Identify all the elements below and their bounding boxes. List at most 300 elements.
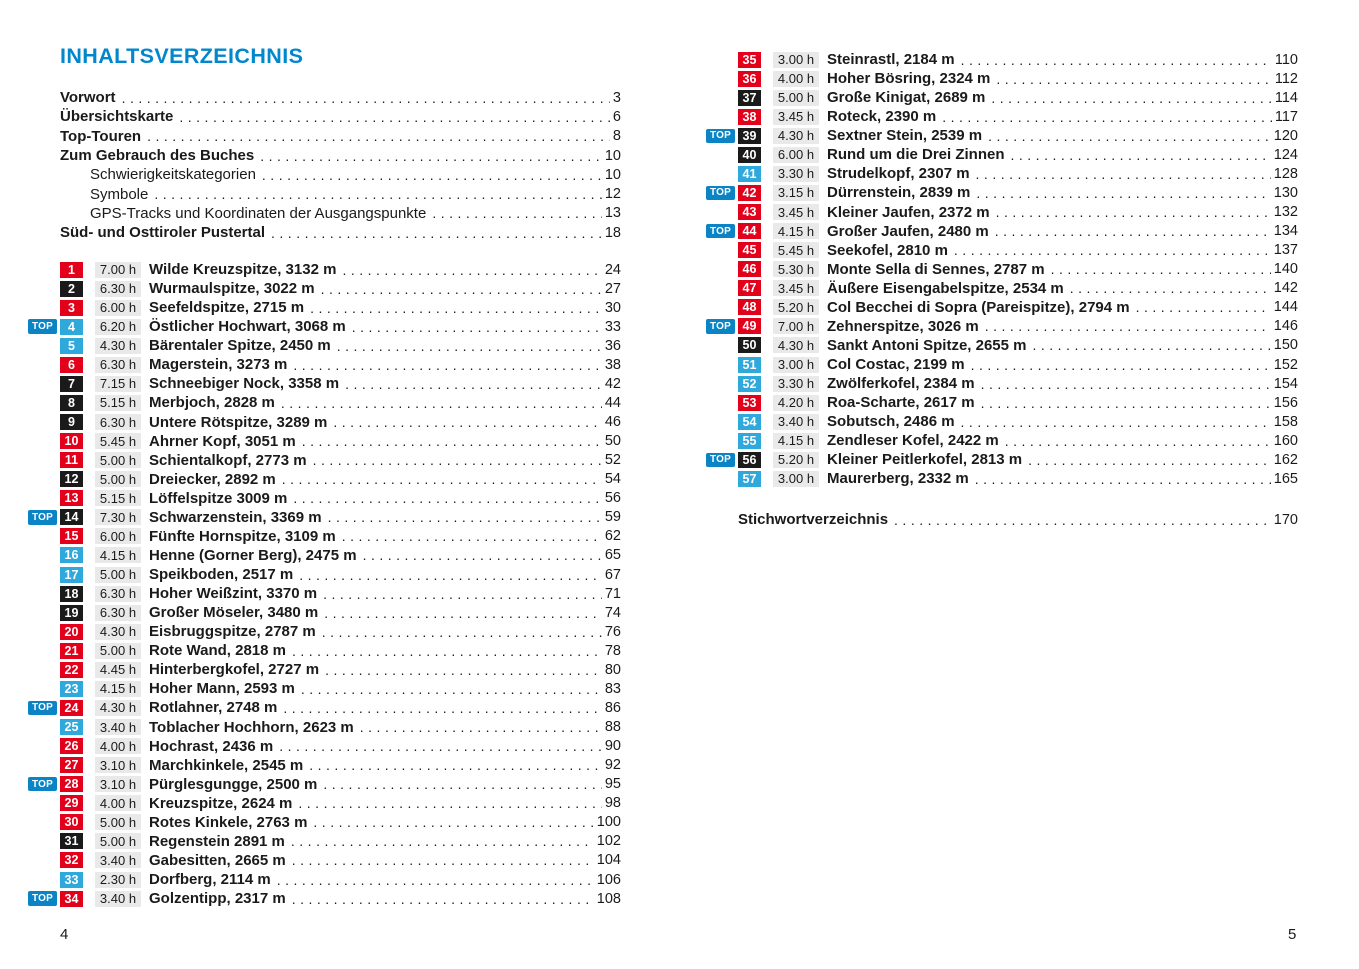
tour-page-number: 42 <box>604 375 621 392</box>
dot-leader <box>325 662 602 678</box>
tour-name: Henne (Gorner Berg), 2475 m <box>149 546 357 564</box>
dot-leader <box>291 833 594 849</box>
front-matter-page-number: 8 <box>612 128 621 145</box>
tour-name: Schneebiger Nock, 3358 m <box>149 375 340 393</box>
tour-duration: 5.00 h <box>95 567 141 583</box>
tour-name: Zwölferkofel, 2384 m <box>827 375 975 393</box>
tour-name: Äußere Eisengabelspitze, 2534 m <box>827 279 1064 297</box>
dot-leader <box>1005 433 1271 449</box>
tour-number-badge: 50 <box>738 337 761 353</box>
tour-duration: 3.00 h <box>773 471 819 487</box>
tour-duration: 6.30 h <box>95 357 141 373</box>
tour-number-badge: 52 <box>738 376 761 392</box>
tour-name: Seefeldspitze, 2715 m <box>149 299 305 317</box>
front-matter-row <box>60 127 621 146</box>
tour-name: Kleiner Peitlerkofel, 2813 m <box>827 451 1023 469</box>
dot-leader <box>1136 299 1271 315</box>
tour-page-number: 88 <box>604 719 621 736</box>
dot-leader <box>991 90 1271 106</box>
top-badge-slot <box>706 186 738 201</box>
tour-duration: 5.00 h <box>95 643 141 659</box>
tour-duration: 7.15 h <box>95 376 141 392</box>
tour-page-number: 152 <box>1273 356 1298 373</box>
tour-page-number: 117 <box>1274 108 1298 125</box>
dot-leader <box>309 757 602 773</box>
top-badge-slot <box>28 891 60 906</box>
tour-page-number: 162 <box>1273 451 1298 468</box>
tour-page-number: 56 <box>604 490 621 507</box>
tour-number-badge: 11 <box>60 452 83 468</box>
tour-duration: 3.15 h <box>773 185 819 201</box>
tour-name: Rote Wand, 2818 m <box>149 642 286 660</box>
tour-page-number: 112 <box>1274 70 1298 87</box>
top-badge: TOP <box>28 891 57 906</box>
dot-leader <box>363 547 602 563</box>
tour-page-number: 50 <box>604 433 621 450</box>
dot-leader <box>301 681 602 697</box>
tour-duration: 4.30 h <box>95 624 141 640</box>
tour-name: Pürglesgungge, 2500 m <box>149 775 318 793</box>
dot-leader <box>961 52 1272 68</box>
tour-number-badge: 12 <box>60 471 83 487</box>
tour-name: Golzentipp, 2317 m <box>149 890 286 908</box>
tour-name: Dürrenstein, 2839 m <box>827 184 971 202</box>
front-matter-label: Zum Gebrauch des Buches <box>60 147 255 165</box>
tour-page-number: 102 <box>596 833 621 850</box>
tour-page-number: 104 <box>596 852 621 869</box>
tour-name: Steinrastl, 2184 m <box>827 51 955 69</box>
tour-number-badge: 41 <box>738 166 761 182</box>
front-matter-page-number: 6 <box>612 108 621 125</box>
dot-leader <box>975 471 1271 487</box>
tour-name: Marchkinkele, 2545 m <box>149 756 304 774</box>
tour-page-number: 95 <box>604 776 621 793</box>
front-matter-label: Süd- und Osttiroler Pustertal <box>60 224 266 242</box>
tour-page-number: 36 <box>604 337 621 354</box>
tour-row <box>706 183 1298 202</box>
dot-leader <box>954 242 1271 258</box>
tour-page-number: 27 <box>604 280 621 297</box>
top-badge: TOP <box>706 224 735 239</box>
tour-row <box>28 336 621 355</box>
tour-duration: 6.30 h <box>95 281 141 297</box>
tour-page-number: 100 <box>596 814 621 831</box>
tour-page-number: 137 <box>1273 242 1298 259</box>
tour-number-badge: 38 <box>738 109 761 125</box>
tour-number-badge: 14 <box>60 509 83 525</box>
tour-name: Toblacher Hochhorn, 2623 m <box>149 718 354 736</box>
tour-row <box>28 679 621 698</box>
dot-leader <box>323 586 602 602</box>
top-badge: TOP <box>706 129 735 144</box>
tour-row <box>706 107 1298 126</box>
tour-row <box>28 718 621 737</box>
top-badge-slot <box>706 319 738 334</box>
tour-row <box>706 412 1298 431</box>
dot-leader <box>432 205 602 221</box>
tour-name: Dreiecker, 2892 m <box>149 470 276 488</box>
tour-page-number: 78 <box>604 642 621 659</box>
tour-row <box>28 260 621 279</box>
tour-number-badge: 24 <box>60 700 83 716</box>
dot-leader <box>321 281 602 297</box>
tour-page-number: 71 <box>604 585 621 602</box>
tour-name: Östlicher Hochwart, 3068 m <box>149 318 346 336</box>
tour-row <box>28 565 621 584</box>
top-badge: TOP <box>706 319 735 334</box>
tour-number-badge: 1 <box>60 262 83 278</box>
dot-leader <box>179 109 610 125</box>
tour-page-number: 142 <box>1273 280 1298 297</box>
tour-row <box>28 775 621 794</box>
front-matter-label: Schwierigkeitskategorien <box>90 166 256 184</box>
dot-leader <box>961 414 1271 430</box>
tour-row <box>706 317 1298 336</box>
tour-page-number: 120 <box>1273 127 1298 144</box>
dot-leader <box>942 109 1272 125</box>
tour-duration: 5.00 h <box>95 814 141 830</box>
tour-duration: 3.40 h <box>95 891 141 907</box>
tour-row <box>706 260 1298 279</box>
front-matter-page-number: 13 <box>604 205 621 222</box>
tour-page-number: 98 <box>604 795 621 812</box>
index-entry-page-number: 170 <box>1273 511 1298 528</box>
tour-name: Bärentaler Spitze, 2450 m <box>149 337 331 355</box>
tour-row <box>28 355 621 374</box>
index-entry-label: Stichwortverzeichnis <box>738 511 889 529</box>
tour-page-number: 33 <box>604 318 621 335</box>
tour-number-badge: 8 <box>60 395 83 411</box>
tour-number-badge: 31 <box>60 833 83 849</box>
tour-name: Sankt Antoni Spitze, 2655 m <box>827 336 1027 354</box>
top-badge-slot <box>28 510 60 525</box>
dot-leader <box>324 605 602 621</box>
tour-row <box>706 355 1298 374</box>
tour-name: Gabesitten, 2665 m <box>149 851 286 869</box>
tour-duration: 3.30 h <box>773 166 819 182</box>
tour-duration: 4.45 h <box>95 662 141 678</box>
tour-name: Kreuzspitze, 2624 m <box>149 794 293 812</box>
tour-name: Strudelkopf, 2307 m <box>827 165 970 183</box>
dot-leader <box>322 624 602 640</box>
tour-number-badge: 34 <box>60 891 83 907</box>
tour-row <box>28 756 621 775</box>
dot-leader <box>971 357 1271 373</box>
dot-leader <box>337 338 602 354</box>
tour-row <box>706 88 1298 107</box>
tour-duration: 6.30 h <box>95 414 141 430</box>
tour-page-number: 54 <box>604 471 621 488</box>
tour-duration: 5.15 h <box>95 490 141 506</box>
tour-name: Monte Sella di Sennes, 2787 m <box>827 260 1045 278</box>
tour-duration: 5.20 h <box>773 452 819 468</box>
tour-duration: 6.30 h <box>95 586 141 602</box>
front-matter-label: Vorwort <box>60 89 116 107</box>
tour-duration: 6.00 h <box>773 147 819 163</box>
dot-leader <box>302 433 602 449</box>
dot-leader <box>292 643 602 659</box>
tour-row <box>706 393 1298 412</box>
tour-number-badge: 56 <box>738 452 761 468</box>
tour-number-badge: 22 <box>60 662 83 678</box>
dot-leader <box>996 71 1271 87</box>
dot-leader <box>360 719 602 735</box>
tour-name: Seekofel, 2810 m <box>827 241 948 259</box>
tour-name: Wurmaulspitze, 3022 m <box>149 280 315 298</box>
front-matter-page-number: 10 <box>604 147 621 164</box>
tour-name: Fünfte Hornspitze, 3109 m <box>149 527 336 545</box>
tour-number-badge: 21 <box>60 643 83 659</box>
tour-number-badge: 49 <box>738 318 761 334</box>
tour-duration: 5.00 h <box>95 833 141 849</box>
tour-page-number: 110 <box>1274 51 1298 68</box>
tour-duration: 3.00 h <box>773 357 819 373</box>
tour-name: Rotes Kinkele, 2763 m <box>149 813 308 831</box>
front-matter-row <box>60 146 621 165</box>
dot-leader <box>988 128 1271 144</box>
dot-leader <box>1011 147 1271 163</box>
tour-page-number: 74 <box>604 604 621 621</box>
tour-duration: 4.15 h <box>95 547 141 563</box>
tour-duration: 3.30 h <box>773 376 819 392</box>
tour-duration: 2.30 h <box>95 872 141 888</box>
dot-leader <box>293 357 601 373</box>
top-badge-slot <box>706 453 738 468</box>
tour-row <box>706 279 1298 298</box>
tour-name: Regenstein 2891 m <box>149 832 285 850</box>
dot-leader <box>323 776 601 792</box>
tour-row <box>706 298 1298 317</box>
tour-name: Schientalkopf, 2773 m <box>149 451 307 469</box>
tour-name: Hinterbergkofel, 2727 m <box>149 661 320 679</box>
tour-number-badge: 43 <box>738 204 761 220</box>
tour-duration: 3.45 h <box>773 204 819 220</box>
tour-name: Zehnerspitze, 3026 m <box>827 317 979 335</box>
right-page-number: 5 <box>1288 926 1297 943</box>
tour-duration: 5.30 h <box>773 261 819 277</box>
tour-row <box>28 698 621 717</box>
tour-number-badge: 4 <box>60 319 83 335</box>
tour-duration: 4.30 h <box>773 337 819 353</box>
tour-number-badge: 20 <box>60 624 83 640</box>
tour-row <box>28 317 621 336</box>
dot-leader <box>352 319 602 335</box>
tour-duration: 5.45 h <box>95 433 141 449</box>
tour-row <box>706 241 1298 260</box>
front-matter-row <box>60 204 621 223</box>
tour-duration: 4.30 h <box>95 700 141 716</box>
tour-duration: 4.30 h <box>773 128 819 144</box>
tour-name: Col Costac, 2199 m <box>827 356 965 374</box>
tour-row <box>28 508 621 527</box>
tour-number-badge: 19 <box>60 605 83 621</box>
tour-name: Rund um die Drei Zinnen <box>827 146 1005 164</box>
tour-name: Magerstein, 3273 m <box>149 356 288 374</box>
tour-row <box>706 50 1298 69</box>
tour-page-number: 106 <box>596 871 621 888</box>
tour-page-number: 59 <box>604 509 621 526</box>
tour-duration: 5.00 h <box>773 90 819 106</box>
tour-row <box>28 870 621 889</box>
tour-row <box>28 489 621 508</box>
tour-page-number: 90 <box>604 738 621 755</box>
dot-leader <box>996 204 1271 220</box>
tour-row <box>28 832 621 851</box>
index-entry-row <box>738 510 1298 529</box>
tour-name: Hoher Weißzint, 3370 m <box>149 585 318 603</box>
tour-number-badge: 39 <box>738 128 761 144</box>
top-badge-slot <box>706 224 738 239</box>
tour-row <box>28 432 621 451</box>
tour-row <box>28 279 621 298</box>
dot-leader <box>981 395 1271 411</box>
dot-leader <box>313 452 602 468</box>
front-matter-list <box>60 88 621 242</box>
tour-number-badge: 54 <box>738 414 761 430</box>
tour-page-number: 65 <box>604 547 621 564</box>
tour-number-badge: 18 <box>60 586 83 602</box>
front-matter-row <box>60 165 621 184</box>
tour-number-badge: 25 <box>60 719 83 735</box>
dot-leader <box>299 567 602 583</box>
tour-number-badge: 30 <box>60 814 83 830</box>
dot-leader <box>333 414 601 430</box>
tour-row <box>706 164 1298 183</box>
tour-name: Sextner Stein, 2539 m <box>827 127 983 145</box>
tour-page-number: 76 <box>604 623 621 640</box>
tour-number-badge: 23 <box>60 681 83 697</box>
tour-page-number: 38 <box>604 356 621 373</box>
tour-name: Hoher Bösring, 2324 m <box>827 70 991 88</box>
tour-number-badge: 7 <box>60 376 83 392</box>
tour-row <box>28 374 621 393</box>
tour-row <box>706 431 1298 450</box>
tour-duration: 3.40 h <box>773 414 819 430</box>
tour-number-badge: 33 <box>60 872 83 888</box>
tour-name: Zendleser Kofel, 2422 m <box>827 432 999 450</box>
tour-row <box>28 641 621 660</box>
tour-row <box>28 813 621 832</box>
left-page-number: 4 <box>60 926 69 943</box>
tour-name: Schwarzenstein, 3369 m <box>149 508 322 526</box>
tour-duration: 3.00 h <box>773 52 819 68</box>
tour-number-badge: 15 <box>60 528 83 544</box>
tour-page-number: 156 <box>1273 394 1298 411</box>
tour-page-number: 52 <box>604 452 621 469</box>
tour-duration: 3.10 h <box>95 757 141 773</box>
dot-leader <box>277 872 594 888</box>
dot-leader <box>981 376 1271 392</box>
page-title: INHALTSVERZEICHNIS <box>60 44 304 68</box>
tour-duration: 4.00 h <box>95 795 141 811</box>
tour-page-number: 30 <box>604 299 621 316</box>
tour-duration: 3.45 h <box>773 280 819 296</box>
tour-name: Wilde Kreuzspitze, 3132 m <box>149 261 337 279</box>
tour-page-number: 46 <box>604 414 621 431</box>
tour-number-badge: 37 <box>738 90 761 106</box>
tour-row <box>28 527 621 546</box>
dot-leader <box>262 167 602 183</box>
tour-page-number: 86 <box>604 699 621 716</box>
tour-duration: 4.30 h <box>95 338 141 354</box>
tour-row <box>28 584 621 603</box>
dot-leader <box>1051 261 1271 277</box>
tour-list-right-page <box>706 50 1298 488</box>
tour-number-badge: 46 <box>738 261 761 277</box>
tour-name: Merbjoch, 2828 m <box>149 394 275 412</box>
tour-number-badge: 2 <box>60 281 83 297</box>
tour-row <box>28 546 621 565</box>
tour-duration: 4.00 h <box>773 71 819 87</box>
tour-page-number: 130 <box>1273 184 1298 201</box>
tour-duration: 7.00 h <box>95 262 141 278</box>
top-badge: TOP <box>28 701 57 716</box>
tour-number-badge: 16 <box>60 547 83 563</box>
tour-duration: 3.45 h <box>773 109 819 125</box>
dot-leader <box>995 223 1271 239</box>
tour-duration: 7.30 h <box>95 509 141 525</box>
dot-leader <box>1033 337 1271 353</box>
tour-name: Kleiner Jaufen, 2372 m <box>827 203 990 221</box>
tour-duration: 3.40 h <box>95 852 141 868</box>
tour-page-number: 108 <box>596 890 621 907</box>
front-matter-row <box>60 184 621 203</box>
tour-number-badge: 29 <box>60 795 83 811</box>
tour-duration: 5.15 h <box>95 395 141 411</box>
tour-duration: 5.20 h <box>773 299 819 315</box>
front-matter-row <box>60 88 621 107</box>
tour-number-badge: 28 <box>60 776 83 792</box>
front-matter-page-number: 12 <box>604 186 621 203</box>
tour-number-badge: 45 <box>738 242 761 258</box>
dot-leader <box>298 795 601 811</box>
dot-leader <box>985 318 1271 334</box>
dot-leader <box>342 262 601 278</box>
top-badge: TOP <box>706 186 735 201</box>
tour-duration: 6.30 h <box>95 605 141 621</box>
tour-name: Hochrast, 2436 m <box>149 737 274 755</box>
tour-name: Col Becchei di Sopra (Pareispitze), 2794 m <box>827 298 1130 316</box>
top-badge: TOP <box>28 319 57 334</box>
tour-row <box>28 298 621 317</box>
tour-row <box>706 126 1298 145</box>
dot-leader <box>1070 280 1271 296</box>
tour-row <box>706 222 1298 241</box>
tour-page-number: 62 <box>604 528 621 545</box>
tour-row <box>706 469 1298 488</box>
tour-page-number: 24 <box>604 261 621 278</box>
front-matter-page-number: 3 <box>612 89 621 106</box>
tour-name: Dorfberg, 2114 m <box>149 871 271 889</box>
tour-page-number: 124 <box>1273 146 1298 163</box>
dot-leader <box>313 814 593 830</box>
dot-leader <box>282 471 602 487</box>
tour-row <box>28 622 621 641</box>
tour-number-badge: 9 <box>60 414 83 430</box>
front-matter-page-number: 18 <box>604 224 621 241</box>
tour-number-badge: 42 <box>738 185 761 201</box>
tour-number-badge: 55 <box>738 433 761 449</box>
tour-row <box>28 737 621 756</box>
tour-page-number: 92 <box>604 757 621 774</box>
tour-name: Maurerberg, 2332 m <box>827 470 969 488</box>
tour-number-badge: 13 <box>60 490 83 506</box>
front-matter-row <box>60 223 621 242</box>
top-badge-slot <box>28 319 60 334</box>
tour-number-badge: 17 <box>60 567 83 583</box>
tour-page-number: 80 <box>604 661 621 678</box>
tour-row <box>706 374 1298 393</box>
